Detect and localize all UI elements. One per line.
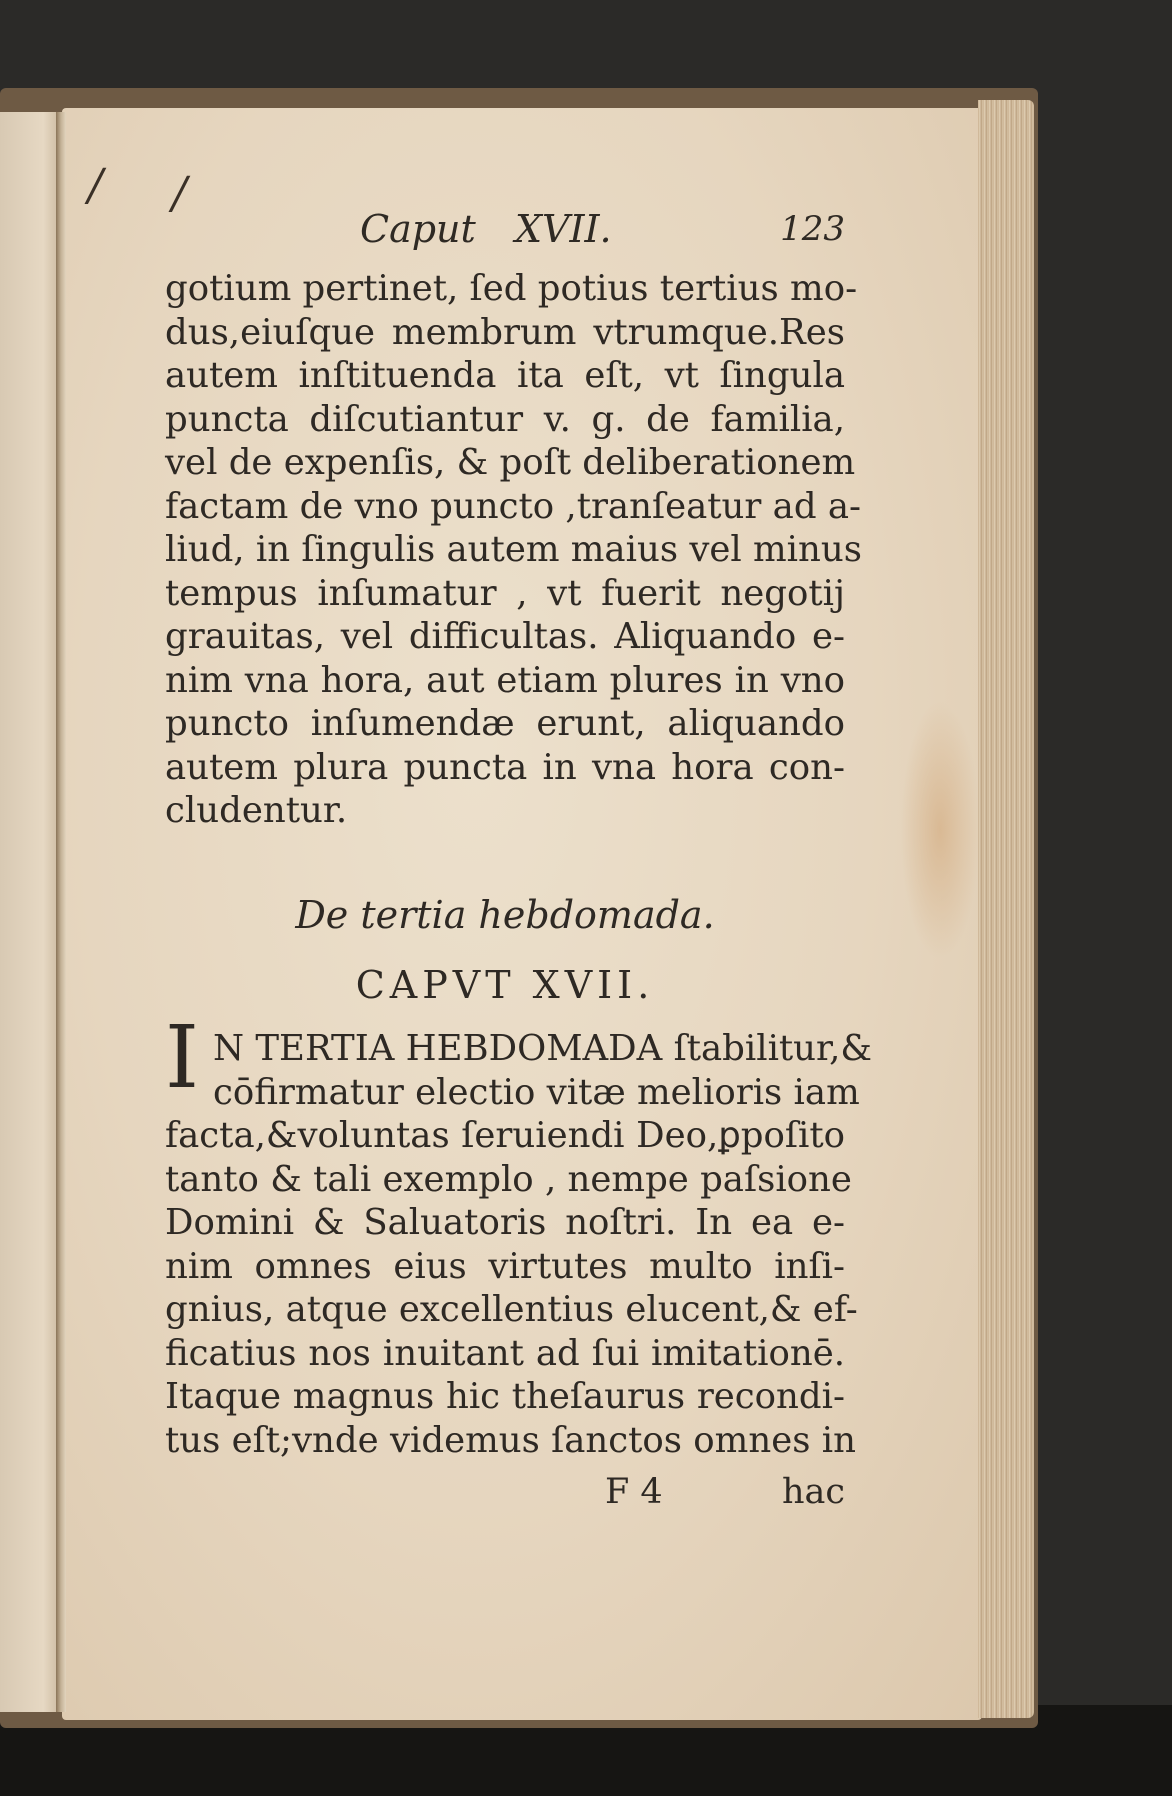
paper-stain <box>900 700 980 960</box>
text-line: gnius, atque excellentius elucent,& ef- <box>165 1289 858 1330</box>
page-gutter <box>56 112 66 1712</box>
text-line: puncta diſcutiantur v. g. de familia, <box>165 398 845 440</box>
text-line: autem inſtituenda ita eſt, vt ſingula <box>165 355 845 396</box>
text-line: ficatius nos inuitant ad ſui imitationē. <box>165 1332 845 1374</box>
running-head <box>360 205 845 255</box>
running-head-chapter: XVII. <box>515 207 612 251</box>
page-fore-edge <box>978 100 1034 1718</box>
text-line: tanto & tali exemplo , nempe paſsione <box>165 1158 852 1200</box>
body-text-top <box>165 267 862 833</box>
text-line: cludentur. <box>165 790 348 831</box>
text-line: nim omnes eius virtutes multo inſi- <box>165 1245 845 1287</box>
ink-mark: / <box>172 168 187 219</box>
text-line: grauitas, vel difficultas. Aliquando e- <box>165 616 845 657</box>
facing-page-edge <box>0 112 62 1712</box>
running-head-title: Caput <box>360 207 476 251</box>
text-line: dus,eiuſque membrum vtrumque.Res <box>165 311 845 353</box>
text-line: vel de expenſis, & poſt deliberationem <box>165 442 856 483</box>
text-line: Domini & Saluatoris noſtri. In ea e- <box>165 1202 845 1243</box>
section-subtitle: De tertia hebdomada. <box>295 893 715 937</box>
text-line: factam de vno puncto ,tranſeatur ad a- <box>165 485 861 527</box>
text-line: tus eſt;vnde videmus ſanctos omnes in <box>165 1419 856 1461</box>
text-line: cōfirmatur electio vitæ melioris iam <box>213 1071 860 1113</box>
page-number: 123 <box>780 209 845 249</box>
opening-lines <box>213 1027 873 1114</box>
text-line: autem plura puncta in vna hora con- <box>165 746 845 788</box>
text-line: nim vna hora, aut etiam plures in vno <box>165 659 845 701</box>
text-line: gotium pertinet, ſed potius tertius mo- <box>165 268 858 309</box>
text-line: tempus inſumatur , vt fuerit negotij <box>165 572 845 614</box>
text-line: Itaque magnus hic theſaurus recondi- <box>165 1376 845 1417</box>
text-line: N TERTIA HEBDOMADA ſtabilitur,& <box>213 1028 873 1069</box>
drop-cap: I <box>165 1008 199 1108</box>
body-text-section <box>165 1114 858 1462</box>
page-footer <box>165 1472 845 1522</box>
chapter-heading: CAPVT XVII. <box>355 963 655 1007</box>
text-line: puncto inſumendæ erunt, aliquando <box>165 703 845 744</box>
text-line: facta,&voluntas ſeruiendi Deo,ꝑpoſito <box>165 1115 845 1156</box>
signature-mark: F 4 <box>605 1472 663 1512</box>
ink-mark: / <box>88 160 103 211</box>
text-line: liud, in ſingulis autem maius vel minus <box>165 529 862 570</box>
catchword: hac <box>781 1472 845 1512</box>
